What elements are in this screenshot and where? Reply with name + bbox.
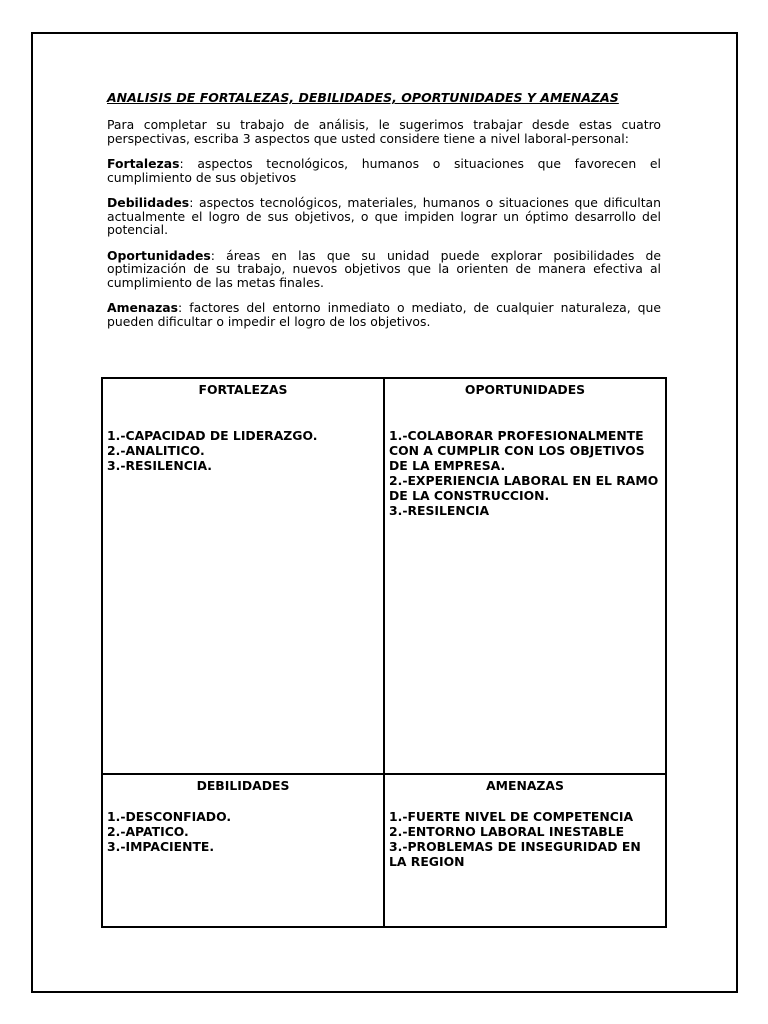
- definition-amenazas: [107, 301, 661, 328]
- swot-list-oportunidades: [389, 428, 661, 518]
- definition-oportunidades: [107, 249, 661, 290]
- list-item: 3.-PROBLEMAS DE INSEGURIDAD EN LA REGION: [389, 839, 641, 869]
- list-item: 2.-ANALITICO.: [107, 443, 205, 458]
- swot-header-debilidades: DEBILIDADES: [196, 778, 290, 793]
- swot-list-debilidades: [107, 809, 379, 854]
- document-body: [107, 90, 661, 340]
- list-item: 3.-IMPACIENTE.: [107, 839, 215, 854]
- swot-cell-fortalezas: [103, 379, 385, 775]
- list-item: 1.-DESCONFIADO.: [107, 809, 232, 824]
- swot-list-fortalezas: [107, 428, 379, 473]
- definition-term: Amenazas: [107, 300, 179, 315]
- list-item: 3.-RESILENCIA.: [107, 458, 212, 473]
- swot-header-oportunidades: OPORTUNIDADES: [464, 382, 586, 397]
- swot-list-amenazas: [389, 809, 661, 869]
- definition-text: : factores del entorno inmediato o mediato, de cualquier naturaleza, que pueden dificultar o impedir el logro de los objetivos.: [107, 300, 661, 329]
- definition-fortalezas: [107, 157, 661, 184]
- definition-debilidades: [107, 196, 661, 237]
- intro-paragraph: Para completar su trabajo de análisis, le sugerimos trabajar desde estas cuatro perspectivas, escriba 3 aspectos que usted considere tiene a nivel laboral-personal:: [107, 117, 661, 146]
- document-title: ANALISIS DE FORTALEZAS, DEBILIDADES, OPORTUNIDADES Y AMENAZAS: [107, 90, 619, 105]
- list-item: 2.-EXPERIENCIA LABORAL EN EL RAMO DE LA CONSTRUCCION.: [389, 473, 659, 503]
- definition-text: : aspectos tecnológicos, humanos o situaciones que favorecen el cumplimiento de sus objetivos: [107, 156, 661, 185]
- list-item: 1.-CAPACIDAD DE LIDERAZGO.: [107, 428, 318, 443]
- definition-term: Debilidades: [107, 195, 190, 210]
- list-item: 1.-COLABORAR PROFESIONALMENTE CON A CUMPLIR CON LOS OBJETIVOS DE LA EMPRESA.: [389, 428, 645, 473]
- list-item: 1.-FUERTE NIVEL DE COMPETENCIA: [389, 809, 634, 824]
- swot-table: [101, 377, 667, 928]
- definition-term: Fortalezas: [107, 156, 180, 171]
- swot-cell-amenazas: [385, 775, 665, 926]
- definition-text: : aspectos tecnológicos, materiales, humanos o situaciones que dificultan actualmente el logro de sus objetivos, o que impiden lograr un óptimo desarrollo del potencial.: [107, 195, 661, 237]
- list-item: 2.-ENTORNO LABORAL INESTABLE: [389, 824, 625, 839]
- swot-header-fortalezas: FORTALEZAS: [198, 382, 288, 397]
- swot-cell-debilidades: [103, 775, 385, 926]
- definition-term: Oportunidades: [107, 247, 211, 263]
- definition-text: : áreas en las que su unidad puede explorar posibilidades de optimización de su trabajo, nuevos objetivos que la orienten de manera efectiva al cumplimiento de las metas finales.: [107, 247, 661, 290]
- swot-header-amenazas: AMENAZAS: [486, 778, 564, 793]
- swot-cell-oportunidades: [385, 379, 665, 775]
- list-item: 3.-RESILENCIA: [389, 503, 490, 518]
- list-item: 2.-APATICO.: [107, 824, 189, 839]
